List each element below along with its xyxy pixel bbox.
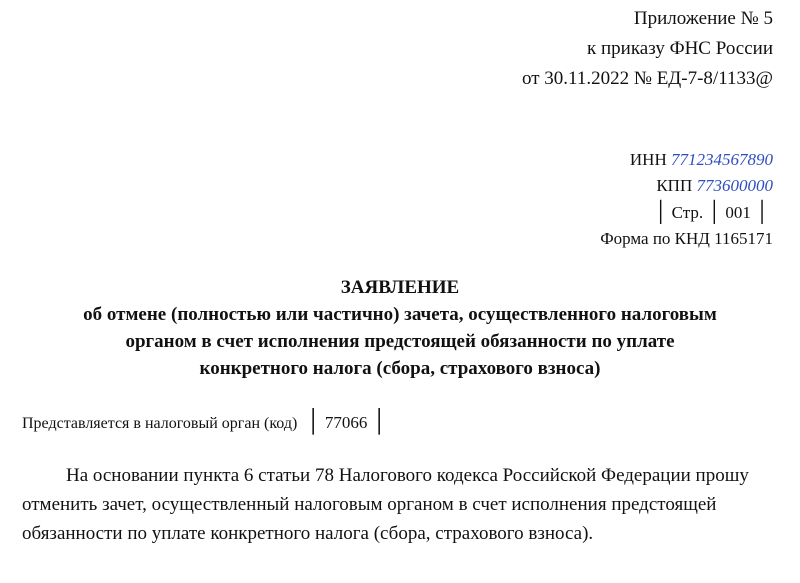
title-line-1: об отмене (полностью или частично) зачета, осуществленного налоговым (83, 304, 717, 325)
inn-row (600, 147, 773, 173)
tax-authority-row (22, 408, 391, 437)
statement-paragraph: На основании пункта 6 статьи 78 Налогового кодекса Российской Федерации прошу отменить зачет, осуществленный налоговым органом в счет исполнения предстоящей обязанности по уплате конкретного налога (сбора, страхового взноса). (22, 465, 749, 544)
document-title (0, 274, 800, 382)
identifiers-block (600, 147, 773, 252)
kpp-value[interactable]: 773600000 (696, 176, 773, 195)
inn-label: ИНН (629, 150, 667, 169)
form-code: Форма по КНД 1165171 (600, 229, 773, 248)
tax-authority-code[interactable]: 77066 (324, 413, 368, 432)
page-value[interactable]: 001 (725, 203, 751, 222)
appendix-header (522, 4, 773, 94)
appendix-order-date: от 30.11.2022 № ЕД-7-8/1133@ (521, 68, 773, 89)
kpp-label: КПП (656, 176, 693, 195)
appendix-number: Приложение № 5 (633, 8, 773, 29)
inn-value[interactable]: 771234567890 (671, 150, 773, 169)
page-row (600, 199, 773, 226)
page-label: Стр. (671, 203, 704, 222)
title-heading: ЗАЯВЛЕНИЕ (340, 277, 460, 298)
appendix-order-ref: к приказу ФНС России (587, 38, 773, 59)
tax-authority-label: Представляется в налоговый орган (код) (22, 415, 298, 432)
kpp-row (600, 173, 773, 199)
title-line-2: органом в счет исполнения предстоящей обязанности по уплате (125, 331, 675, 352)
field-divider: │ (754, 201, 769, 223)
field-divider: │ (707, 201, 722, 223)
title-line-3: конкретного налога (сбора, страхового взноса) (199, 358, 601, 379)
field-divider: │ (305, 408, 321, 433)
field-divider: │ (653, 201, 668, 223)
field-divider: │ (371, 408, 387, 433)
